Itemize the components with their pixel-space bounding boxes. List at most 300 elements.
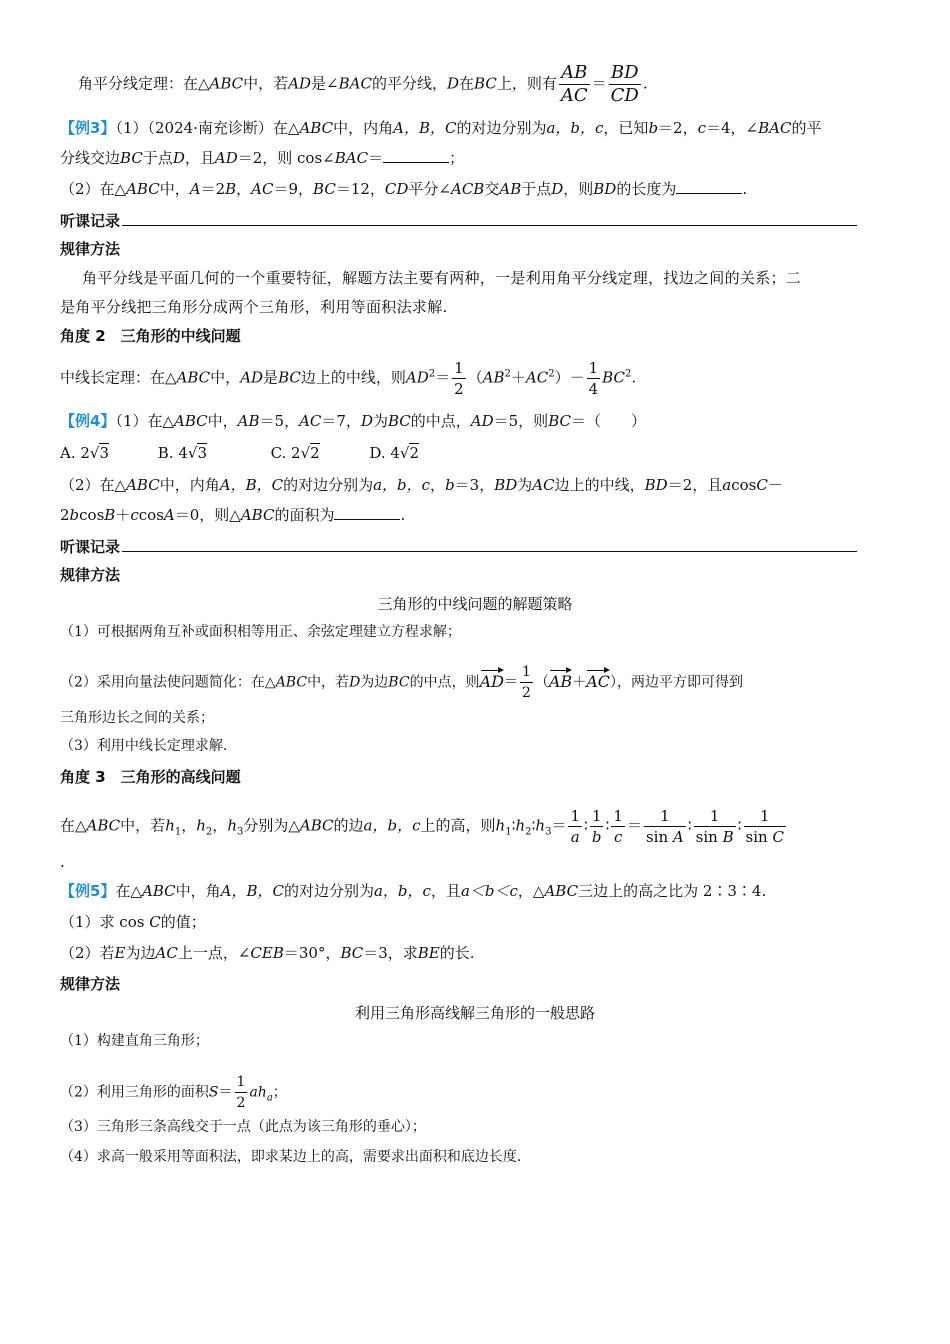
exponent: 2: [624, 368, 632, 380]
numerator: AB: [559, 62, 590, 85]
text: ABC: [209, 74, 244, 93]
text: 的面积为: [274, 506, 335, 524]
vector-ac: AC: [586, 668, 610, 692]
answer-blank[interactable]: [676, 179, 742, 194]
notes-label: 听课记录: [60, 538, 121, 556]
text: 在: [459, 74, 475, 93]
text: 于点: [521, 180, 552, 198]
text: h: [227, 816, 237, 835]
text: 的平分线，: [371, 74, 447, 93]
text: ＝2，且: [667, 476, 723, 494]
text: 为: [517, 476, 533, 494]
text: ah: [249, 1084, 267, 1101]
altitude-strategy-1: （1）构建直角三角形；: [60, 1033, 209, 1049]
text: ＝7，: [321, 412, 361, 430]
fraction-ab-ac: [559, 62, 590, 107]
choice-a[interactable]: [60, 443, 153, 463]
text: 边上的中线，则: [300, 368, 406, 387]
text: A，B，C: [220, 882, 284, 900]
fraction-one-quarter: [587, 358, 601, 399]
text: ，: [181, 816, 197, 835]
numerator: 1: [644, 806, 686, 827]
text: 的对边分别为: [456, 119, 547, 137]
method-label-2: 规律方法: [60, 566, 121, 584]
text: ABC: [544, 882, 579, 900]
text: 中，内角: [333, 119, 394, 137]
text: ＝: [551, 816, 567, 835]
coefficient: 2: [80, 444, 90, 462]
text: 平分∠: [408, 180, 451, 198]
numerator: 1: [570, 807, 581, 825]
example-3-line-2: [60, 148, 464, 168]
text: ＝5，则: [493, 412, 549, 430]
altitude-ratio-statement: [60, 806, 788, 847]
text: .: [400, 506, 406, 524]
median-strategy-title: 三角形的中线问题的解题策略: [377, 595, 573, 613]
vector-ad: AD: [480, 668, 504, 692]
text: ＝5，: [259, 412, 300, 430]
text: h: [196, 816, 206, 835]
text: 的中点，则: [409, 674, 480, 691]
radical-sign: √: [89, 444, 100, 462]
text: ABC: [176, 368, 211, 387]
text: （1）求 cos: [60, 913, 150, 931]
example-4-line-3: [60, 475, 783, 495]
choice-letter: D.: [369, 444, 391, 462]
text: h: [495, 816, 506, 835]
choice-c[interactable]: [271, 443, 365, 463]
text: CD: [384, 180, 409, 198]
notes-line-2: [60, 536, 857, 557]
denominator: CD: [610, 85, 639, 106]
text: ＝12，: [335, 180, 385, 198]
denominator: a: [570, 828, 580, 846]
sin-text: sin: [645, 828, 669, 846]
numerator: 1: [613, 807, 623, 825]
numerator: 1: [454, 359, 464, 377]
text: D: [446, 74, 460, 93]
text: h: [515, 816, 526, 835]
coefficient: 4: [178, 444, 188, 462]
text: h: [535, 816, 546, 835]
angle-3-title: 角度 3 三角形的高线问题: [60, 768, 241, 786]
text: AC: [532, 476, 555, 494]
text: ＝: [626, 816, 642, 835]
text: （2）利用三角形的面积: [60, 1084, 209, 1101]
text: ∶: [605, 816, 610, 835]
subscript: a: [266, 1092, 273, 1104]
text: a，b，c: [546, 119, 604, 137]
text: ∶: [737, 816, 742, 835]
text: ABC: [86, 816, 121, 835]
text: ＝30°，: [283, 944, 341, 962]
angle-2-title: 角度 2 三角形的中线问题: [60, 327, 241, 345]
text: BC: [387, 412, 411, 430]
fraction-one-half: [235, 1072, 248, 1113]
angle-letter: B: [722, 828, 734, 846]
coefficient: 4: [390, 444, 400, 462]
text: （2）若: [60, 944, 115, 962]
text: A: [189, 180, 201, 198]
text: BAC: [338, 74, 372, 93]
text: BD: [494, 476, 518, 494]
text: ，且: [184, 149, 215, 167]
sin-text: sin: [695, 828, 718, 846]
text: D: [360, 412, 373, 430]
subscript: 1: [174, 826, 182, 838]
choice-b[interactable]: [158, 443, 266, 463]
text: 三边上的高之比为 2∶3∶4.: [578, 882, 767, 900]
text: AC: [525, 368, 549, 387]
text: ∶: [687, 816, 692, 835]
text: AD: [405, 368, 429, 387]
radicand: 3: [99, 444, 110, 462]
text: BAC: [334, 149, 369, 167]
altitude-strategy-4: （4）求高一般采用等面积法，即求某边上的高，需要求出面积和底边长度.: [60, 1149, 522, 1165]
example-4-line-1: [60, 411, 646, 431]
text: ABC: [126, 476, 160, 494]
text: 为边: [360, 674, 389, 691]
text: AB: [237, 412, 260, 430]
text: ∶: [511, 816, 516, 835]
answer-blank[interactable]: [334, 505, 400, 520]
numerator: BD: [609, 62, 641, 85]
text: 的值；: [160, 913, 206, 931]
angle-bisector-theorem: [78, 62, 648, 107]
text: 分线交边: [60, 149, 121, 167]
text: a，b，c: [363, 816, 421, 835]
radicand: 2: [409, 444, 420, 462]
denominator: c: [613, 828, 623, 846]
text: BC: [548, 412, 571, 430]
text: BC: [340, 944, 364, 962]
text: （2）在△: [60, 476, 127, 494]
text: A，B，C: [219, 476, 284, 494]
text: ；: [272, 1084, 287, 1101]
text: ＋: [510, 368, 526, 387]
altitude-strategy-2: [60, 1072, 287, 1113]
radical-sign: √: [187, 444, 198, 462]
text: AD: [288, 74, 312, 93]
text: 上一点，∠: [177, 944, 251, 962]
text: 的长度为: [616, 180, 677, 198]
example-5-question-2: [60, 943, 475, 963]
median-strategy-1: （1）可根据两角互补或面积相等用正、余弦定理建立方程求解；: [60, 624, 461, 640]
text: BAC: [758, 119, 792, 137]
text: ＝3，: [454, 476, 495, 494]
text: 的平: [791, 119, 822, 137]
text: AB: [499, 180, 522, 198]
text: （1）在△: [115, 412, 175, 430]
text: BC: [602, 368, 625, 387]
text: ，且: [430, 882, 461, 900]
text: D: [551, 180, 564, 198]
text: 于点: [142, 149, 173, 167]
subscript: 1: [505, 826, 512, 838]
denominator: b: [591, 828, 602, 846]
text: ABC: [299, 816, 334, 835]
text: b: [445, 476, 455, 494]
text: BC: [474, 74, 497, 93]
subscript: 3: [545, 826, 552, 838]
text: b: [69, 506, 80, 524]
choice-letter: B.: [157, 444, 179, 462]
method-1-line-2: 是角平分线把三角形分成两个三角形，利用等面积法求解.: [60, 298, 448, 316]
text: 的中点，: [410, 412, 471, 430]
text: ACB: [451, 180, 485, 198]
text: 中，: [159, 180, 190, 198]
text: CEB: [250, 944, 284, 962]
text: BD: [644, 476, 668, 494]
text: ＝3，求: [363, 944, 418, 962]
text: .: [642, 74, 648, 93]
text: ABC: [126, 180, 160, 198]
denominator: [644, 827, 686, 847]
text: S: [208, 1084, 219, 1101]
example-4-choices: [60, 443, 419, 463]
answer-blank[interactable]: [383, 148, 449, 163]
text: AD: [240, 368, 264, 387]
text: ABC: [299, 119, 334, 137]
text: 是: [263, 368, 279, 387]
text: BE: [417, 944, 440, 962]
text: （2）在△: [60, 180, 127, 198]
text: BC: [388, 674, 410, 691]
notes-label: 听课记录: [60, 212, 121, 230]
text: 为边: [125, 944, 156, 962]
numerator: 1: [694, 806, 736, 827]
text: a，b，c: [373, 882, 431, 900]
text: c: [130, 506, 139, 524]
text: cos: [138, 506, 164, 524]
text: ＝: [368, 149, 384, 167]
example-4-line-4: [60, 505, 405, 525]
median-length-theorem: [60, 358, 636, 399]
text: AD: [470, 412, 494, 430]
text: ＝2，则 cos∠: [237, 149, 335, 167]
text: 中线长定理：在△: [60, 368, 177, 387]
text: cos: [731, 476, 757, 494]
text: AC: [251, 180, 274, 198]
numerator: 1: [520, 662, 533, 683]
denominator: 2: [236, 1095, 246, 1111]
text: 在△: [115, 882, 142, 900]
fraction-1-over-b: [590, 806, 604, 847]
text: 为: [372, 412, 388, 430]
vector-ab: AB: [549, 668, 572, 692]
text: 边上的中线，: [554, 476, 645, 494]
subscript: 3: [236, 826, 244, 838]
radical-sign: √: [399, 444, 410, 462]
text: C: [149, 913, 161, 931]
text: ＝: [435, 368, 451, 387]
text: A，B，C: [393, 119, 457, 137]
text: c: [697, 119, 706, 137]
text: E: [114, 944, 126, 962]
altitude-trailing-dot: .: [60, 853, 65, 871]
text: D: [172, 149, 185, 167]
text: a，b，c: [373, 476, 431, 494]
text: A: [163, 506, 175, 524]
text: 中，: [207, 412, 238, 430]
exponent: 2: [428, 368, 436, 380]
example-3-line-1: [60, 118, 821, 138]
denominator: [694, 827, 736, 847]
text: ABC: [141, 882, 176, 900]
text: 2: [60, 506, 70, 524]
text: （1）（2024·南充诊断）在△: [115, 119, 300, 137]
text: 角平分线定理：在△: [78, 74, 210, 93]
text: 中，角: [175, 882, 221, 900]
text: （: [467, 368, 483, 387]
numerator: 1: [588, 359, 599, 377]
sin-text: sin: [745, 828, 768, 846]
text: a: [722, 476, 732, 494]
example-3-tag: 【例3】: [60, 119, 116, 137]
fraction-1-over-a: [568, 806, 582, 847]
exponent: 2: [504, 368, 511, 380]
text: B: [225, 180, 237, 198]
radicand: 2: [310, 444, 320, 462]
text: ，: [212, 816, 228, 835]
text: ）－: [554, 368, 585, 387]
text: ABC: [275, 674, 308, 691]
text: cos: [79, 506, 105, 524]
radicand: 3: [197, 444, 207, 462]
text: AC: [299, 412, 322, 430]
subscript: 2: [205, 826, 213, 838]
radical-sign: √: [300, 444, 311, 462]
text: ＋: [115, 506, 131, 524]
text: 上的高，则: [420, 816, 496, 835]
text: 中，内角: [159, 476, 220, 494]
text: －: [767, 476, 783, 494]
text: b: [648, 119, 659, 137]
text: ABC: [240, 506, 275, 524]
text: 上，则有: [496, 74, 557, 93]
numerator: 1: [591, 807, 602, 825]
method-label-3: 规律方法: [60, 975, 121, 993]
text: ＝9，: [273, 180, 314, 198]
choice-letter: C.: [270, 444, 292, 462]
text: ），两边平方即可得到: [609, 674, 743, 691]
text: 的对边分别为: [283, 476, 374, 494]
fraction-1-over-sin-b: [694, 806, 736, 847]
text: AC: [155, 944, 178, 962]
fraction-bd-cd: [609, 62, 641, 107]
text: ∶: [531, 816, 536, 835]
text: 的对边分别为: [283, 882, 374, 900]
example-3-line-3: [60, 179, 747, 199]
text: ABC: [174, 412, 208, 430]
choice-d[interactable]: [369, 443, 419, 463]
text: ＝（ ）: [570, 412, 646, 430]
text: .: [631, 368, 637, 387]
median-strategy-3: （3）利用中线长定理求解.: [60, 738, 228, 754]
example-4-tag: 【例4】: [60, 412, 116, 430]
median-strategy-2-cont: 三角形边长之间的关系；: [60, 710, 214, 726]
text: ，则: [563, 180, 594, 198]
text: 在△: [60, 816, 87, 835]
angle-letter: C: [772, 828, 784, 846]
denominator: AC: [560, 85, 588, 106]
text: 中，若: [120, 816, 166, 835]
text: 中，若: [307, 674, 350, 691]
text: （2）采用向量法使问题简化：在△: [60, 674, 276, 691]
median-strategy-2: [60, 662, 743, 703]
text: ＋: [572, 674, 587, 691]
choice-letter: A.: [60, 444, 81, 462]
text: ＝2: [200, 180, 226, 198]
text: （: [534, 674, 549, 691]
text: h: [165, 816, 175, 835]
text: ＝: [218, 1084, 233, 1101]
fraction-one-half: [520, 662, 533, 703]
text: ，: [430, 476, 446, 494]
text: B: [104, 506, 116, 524]
notes-line-1: [60, 210, 857, 231]
text: 交: [484, 180, 500, 198]
text: ，: [236, 180, 252, 198]
text: 中，若: [243, 74, 289, 93]
text: BC: [278, 368, 301, 387]
fraction-1-over-sin-c: [744, 806, 786, 847]
text: ∶: [584, 816, 588, 835]
exponent: 2: [548, 368, 555, 380]
denominator: 4: [588, 380, 599, 398]
text: ＝: [503, 674, 518, 691]
text: D: [349, 674, 361, 691]
text: ＝4，∠: [706, 119, 759, 137]
text: 是∠: [311, 74, 339, 93]
text: 的长.: [439, 944, 475, 962]
denominator: 2: [521, 685, 531, 701]
denominator: 2: [454, 380, 464, 398]
method-1-line-1: 角平分线是平面几何的一个重要特征，解题方法主要有两种，一是利用角平分线定理，找边之间的关系；二: [82, 269, 802, 287]
text: AB: [482, 368, 505, 387]
altitude-strategy-3: （3）三角形三条高线交于一点（此点为该三角形的垂心）；: [60, 1119, 426, 1135]
method-label-1: 规律方法: [60, 240, 121, 258]
text: AD: [214, 149, 238, 167]
text: ＝0，则△: [174, 506, 241, 524]
fraction-one-half: [452, 358, 466, 399]
denominator: [744, 827, 786, 847]
numerator: 1: [235, 1072, 248, 1093]
text: .: [742, 180, 748, 198]
text: BC: [313, 180, 336, 198]
text: 分别为△: [243, 816, 300, 835]
notes-writing-line[interactable]: [122, 536, 857, 552]
text: BD: [593, 180, 617, 198]
text: C: [756, 476, 768, 494]
text: BC: [120, 149, 143, 167]
fraction-1-over-sin-a: [644, 806, 686, 847]
text: 的边: [333, 816, 364, 835]
numerator: 1: [744, 806, 786, 827]
notes-writing-line[interactable]: [122, 210, 857, 226]
example-5-tag: 【例5】: [60, 882, 116, 900]
subscript: 2: [525, 826, 532, 838]
text: ，△: [517, 882, 545, 900]
fraction-1-over-c: [611, 806, 625, 847]
text: ＝: [591, 74, 607, 93]
text: 中，: [210, 368, 241, 387]
text: ＝2，: [658, 119, 698, 137]
altitude-strategy-title: 利用三角形高线解三角形的一般思路: [354, 1004, 595, 1022]
text: ，已知: [603, 119, 649, 137]
angle-letter: A: [672, 828, 684, 846]
text: ；: [449, 149, 465, 167]
